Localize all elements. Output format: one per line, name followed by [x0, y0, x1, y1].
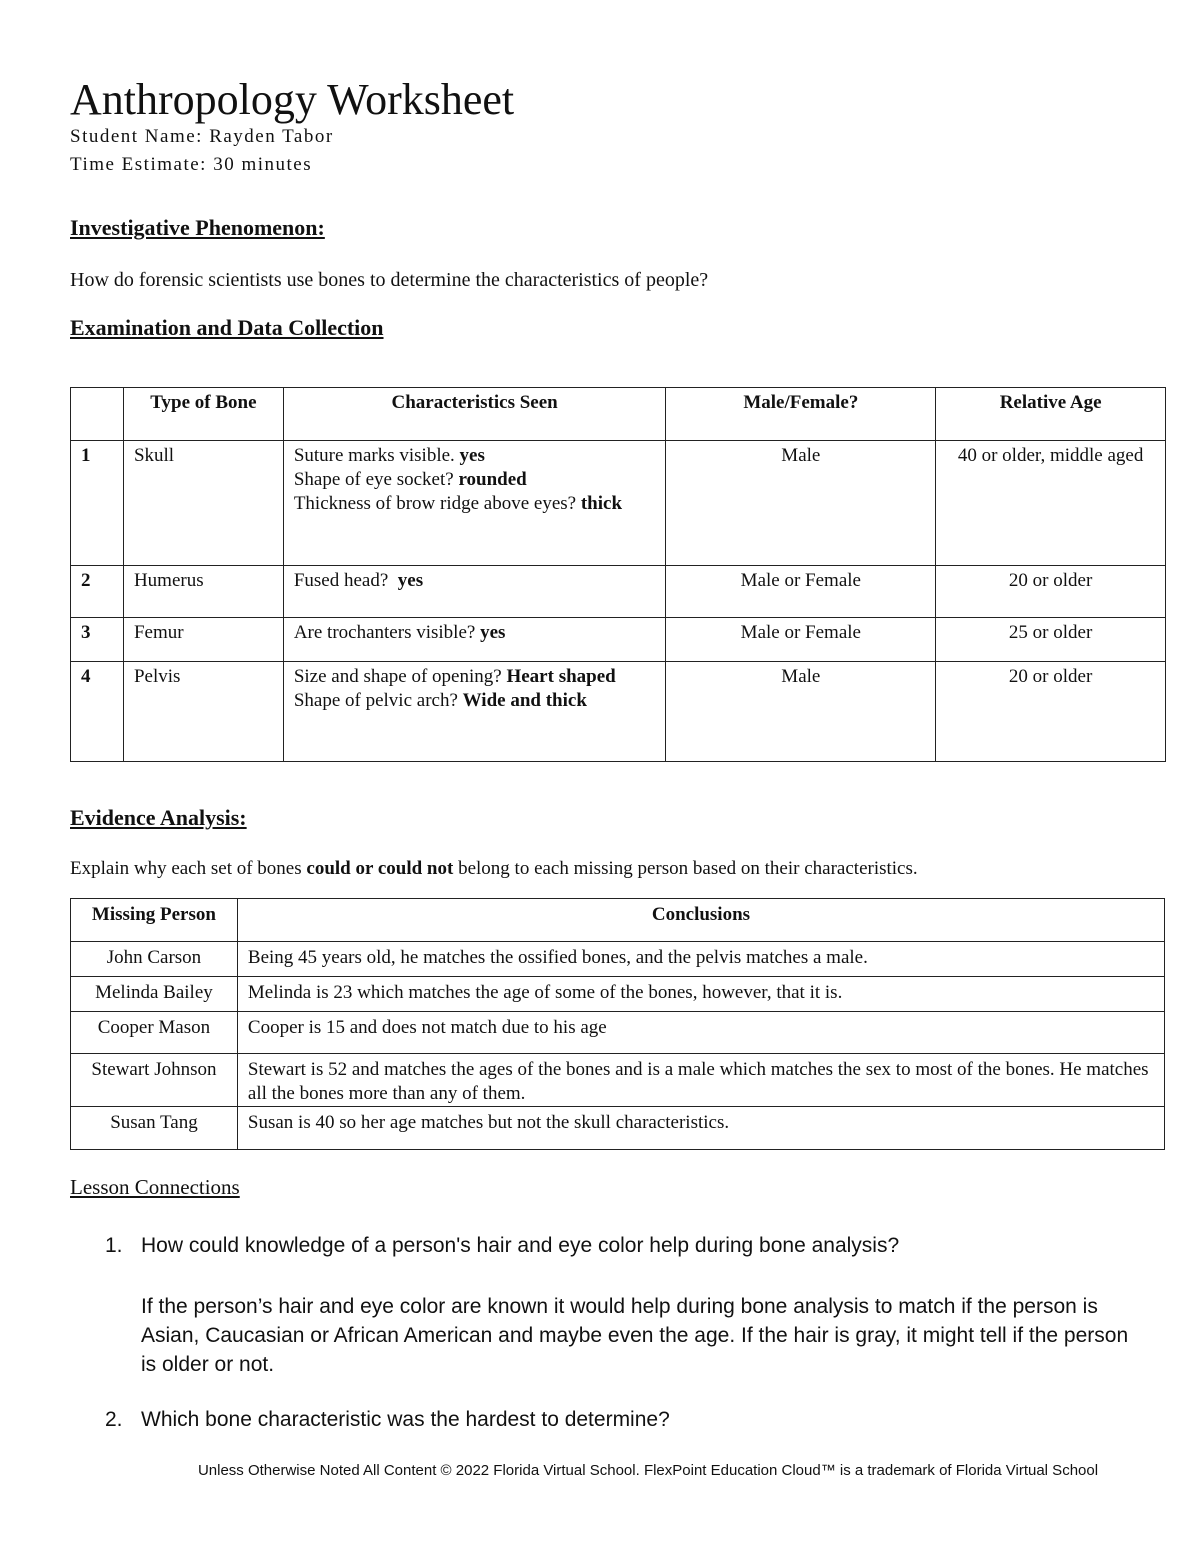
sex-cell: Male or Female: [666, 618, 936, 662]
instruction-text: Explain why each set of bones: [70, 858, 307, 879]
characteristics-cell: [283, 662, 666, 762]
conclusion: Stewart is 52 and matches the ages of the bones and is a male which matches the sex to most of the bones. He matches all the bones more than any of them.: [237, 1054, 1164, 1107]
column-header: Type of Bone: [123, 388, 283, 441]
table-row: [71, 662, 1166, 762]
characteristic-question: Thickness of brow ridge above eyes?: [293, 493, 581, 514]
characteristic-answer: yes: [397, 570, 424, 591]
bone-type: Femur: [123, 618, 283, 662]
characteristic-answer: thick: [580, 493, 623, 514]
column-header: Male/Female?: [666, 388, 936, 441]
column-header: [71, 388, 124, 441]
question-answer: If the person’s hair and eye color are known it would help during bone analysis to match if the person is Asian, Caucasian or African American and maybe even the age. If the hair is gray, it might tell if the person is older or not.: [141, 1295, 1129, 1376]
examination-heading: Examination and Data Collection: [70, 315, 384, 340]
bone-type: Humerus: [123, 566, 283, 618]
characteristics-cell: [283, 441, 666, 566]
missing-person: Cooper Mason: [71, 1012, 238, 1054]
table-row: [71, 1012, 1165, 1054]
sex-cell: Male: [666, 441, 936, 566]
table-row: [71, 977, 1165, 1012]
column-header: Characteristics Seen: [283, 388, 666, 441]
characteristics-cell: [283, 618, 666, 662]
column-header: Conclusions: [237, 899, 1164, 942]
characteristic-answer: yes: [480, 622, 506, 643]
characteristic-question: Shape of pelvic arch?: [293, 690, 463, 711]
row-number: 2: [71, 566, 124, 618]
question-text: How could knowledge of a person's hair and eye color help during bone analysis?: [141, 1234, 900, 1257]
phenomenon-heading: Investigative Phenomenon:: [70, 215, 325, 240]
question-number: 1.: [105, 1234, 123, 1257]
table-row: [71, 566, 1166, 618]
row-number: 4: [71, 662, 124, 762]
table-row: [71, 942, 1165, 977]
time-estimate: Time Estimate: 30 minutes: [70, 154, 313, 175]
conclusion: Susan is 40 so her age matches but not the skull characteristics.: [237, 1107, 1164, 1150]
row-number: 3: [71, 618, 124, 662]
column-header: Relative Age: [936, 388, 1166, 441]
table-header-row: [71, 388, 1166, 441]
age-cell: 20 or older: [936, 662, 1166, 762]
characteristic-question: Are trochanters visible?: [293, 622, 481, 643]
question-text: Which bone characteristic was the hardest to determine?: [141, 1408, 670, 1431]
column-header: Missing Person: [71, 899, 238, 942]
conclusion: Being 45 years old, he matches the ossified bones, and the pelvis matches a male.: [237, 942, 1164, 977]
row-number: 1: [71, 441, 124, 566]
sex-cell: Male: [666, 662, 936, 762]
missing-person: Susan Tang: [71, 1107, 238, 1150]
characteristic-answer: yes: [459, 445, 485, 466]
footer-copyright: Unless Otherwise Noted All Content © 2022 Florida Virtual School. FlexPoint Education Cloud™ is a trademark of Florida Virtual School: [197, 1462, 1099, 1479]
table-row: [71, 1107, 1165, 1150]
table-header-row: [71, 899, 1165, 942]
sex-cell: Male or Female: [666, 566, 936, 618]
table-row: [71, 441, 1166, 566]
conclusion: Melinda is 23 which matches the age of some of the bones, however, that it is.: [237, 977, 1164, 1012]
missing-person: Melinda Bailey: [71, 977, 238, 1012]
conclusion: Cooper is 15 and does not match due to his age: [237, 1012, 1164, 1054]
missing-person: Stewart Johnson: [71, 1054, 238, 1107]
instruction-emphasis: could or could not: [306, 858, 454, 879]
lesson-heading: Lesson Connections: [70, 1175, 240, 1199]
page-title: Anthropology Worksheet: [70, 75, 515, 124]
phenomenon-question: How do forensic scientists use bones to determine the characteristics of people?: [70, 269, 709, 291]
age-cell: 40 or older, middle aged: [936, 441, 1166, 566]
bone-type: Pelvis: [123, 662, 283, 762]
table-row: [71, 618, 1166, 662]
bone-type: Skull: [123, 441, 283, 566]
characteristic-question: Fused head?: [293, 570, 398, 591]
instruction-text: belong to each missing person based on their characteristics.: [453, 858, 918, 879]
characteristic-question: Shape of eye socket?: [293, 469, 459, 490]
characteristic-answer: rounded: [458, 469, 527, 490]
age-cell: 20 or older: [936, 566, 1166, 618]
missing-person: John Carson: [71, 942, 238, 977]
age-cell: 25 or older: [936, 618, 1166, 662]
characteristic-question: Size and shape of opening?: [293, 666, 507, 687]
evidence-heading: Evidence Analysis:: [70, 805, 247, 830]
examination-table: [70, 387, 1166, 762]
evidence-instruction: [70, 858, 918, 880]
characteristic-answer: Wide and thick: [462, 690, 587, 711]
table-row: [71, 1054, 1165, 1107]
characteristic-answer: Heart shaped: [506, 666, 616, 687]
evidence-table: [70, 898, 1165, 1150]
student-name: Student Name: Rayden Tabor: [70, 126, 334, 147]
characteristic-question: Suture marks visible.: [293, 445, 460, 466]
question-number: 2.: [105, 1408, 123, 1431]
characteristics-cell: [283, 566, 666, 618]
